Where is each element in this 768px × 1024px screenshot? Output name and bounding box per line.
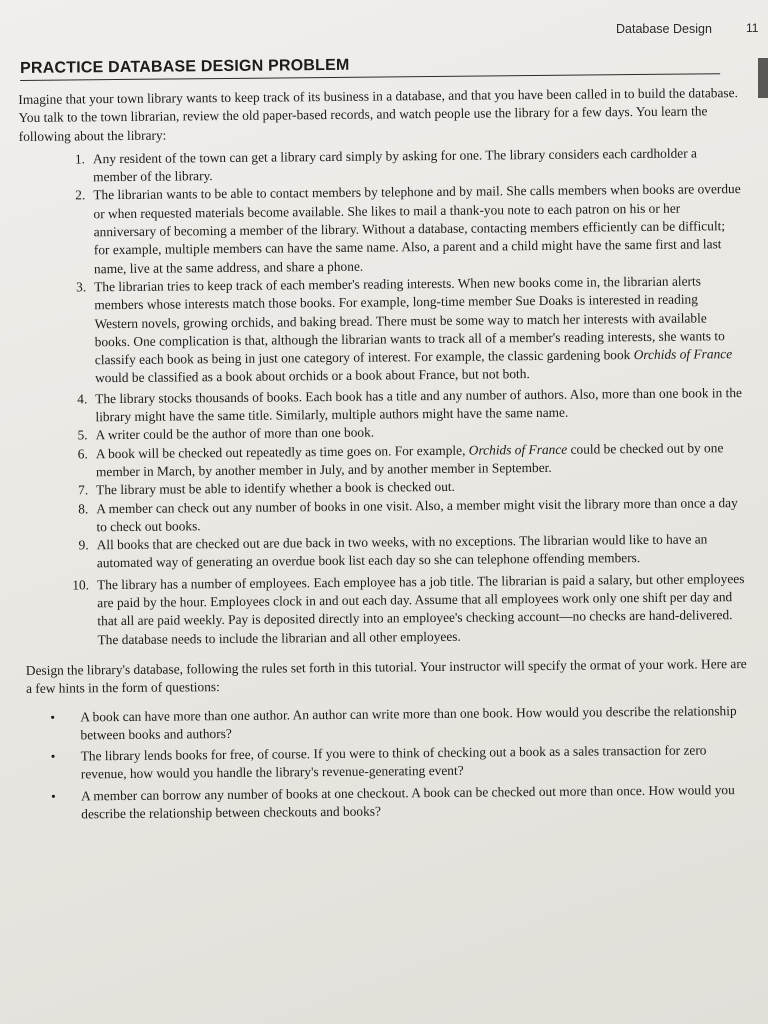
item-text: A member can check out any number of books in one visit. Also, a member might visit the library more than once a day to check out books. xyxy=(96,494,738,535)
item-number: 3. xyxy=(76,279,87,295)
item-text: The library stocks thousands of books. Each book has a title and any number of authors. Also, more than one book in the library might have the same title. Similarly, multiple authors might have the same name. xyxy=(95,384,743,425)
design-instructions: Design the library's database, following the rules set forth in this tutorial. Your instructor will specify the ormat of your work. Here are a few hints in the form of questions: xyxy=(25,655,747,697)
item-number: 4. xyxy=(77,391,88,407)
item-number: 6. xyxy=(77,445,88,462)
page-number: 11 xyxy=(746,21,759,35)
requirements-list xyxy=(17,144,748,650)
item-text: The library has a number of employees. Each employee has a job title. The librarian is paid a salary, but other employees are paid by the hour. Employees clock in and out each day. Assume that all employees work only one shift per day and that all are paid weekly. Pay is deposited directly into an employee's checking account—no checks are hand-delivered. The database needs to include the librarian and all other employees. xyxy=(96,570,745,647)
list-item xyxy=(17,181,744,279)
item-text: A book will be checked out repeatedly as time goes on. For example, xyxy=(95,442,469,461)
hints-list xyxy=(22,702,749,825)
bullet-dot: • xyxy=(50,788,56,804)
item-text-continued: could be checked out by one member in March, by another member in July, and by another member in September. xyxy=(95,439,724,480)
hint-text: A member can borrow any number of books at one checkout. A book can be checked out more than once. How would you describe the relationship between checkouts and books? xyxy=(80,781,735,822)
list-item xyxy=(21,530,747,574)
item-text: A writer could be the author of more than one book. xyxy=(95,424,375,443)
hint-item xyxy=(23,741,749,785)
bullet-dot: • xyxy=(50,748,56,764)
hint-item xyxy=(22,702,748,746)
hint-item xyxy=(23,781,749,825)
item-number: 2. xyxy=(75,187,86,203)
item-text: The librarian wants to be able to contact members by telephone and by mail. She calls members when books are overdue or when requested materials become available. She likes to mail a thank-you note to each patron on his or her anniversary of becoming a member of the library. Without a database, contacting members efficiently can be difficult; for example, multiple members can have the same name. Also, a parent and a child might have the same first and last name, live at the same address, and share a phone. xyxy=(93,181,741,276)
book-title-italic: Orchids of France xyxy=(468,441,568,458)
hint-text: The library lends books for free, of course. If you were to think of checking out a book as a sales transaction for zero revenue, how would you handle the library's revenue-generating event? xyxy=(80,742,707,782)
list-item xyxy=(18,272,745,389)
item-number: 9. xyxy=(78,537,89,553)
section-title: PRACTICE DATABASE DESIGN PROBLEM xyxy=(20,53,720,81)
content-area xyxy=(16,53,749,827)
page-edge-tab xyxy=(758,58,768,98)
item-text: The library must be able to identify whether a book is checked out. xyxy=(96,479,456,498)
item-number: 10. xyxy=(72,577,90,593)
book-title-italic: Orchids of France xyxy=(633,346,733,363)
intro-paragraph: Imagine that your town library wants to keep track of its business in a database, and that you have been called in to build the database. You talk to the town librarian, review the old paper-based records, and watch people use the library for a few days. You learn the following about the library: xyxy=(18,85,738,144)
item-text-continued: would be classified as a book about orchids or a book about France, but not both. xyxy=(94,366,530,386)
bullet-dot: • xyxy=(50,709,56,725)
item-number: 7. xyxy=(78,482,89,498)
list-item xyxy=(21,570,748,650)
item-number: 8. xyxy=(78,500,89,516)
item-number: 1. xyxy=(74,151,86,167)
item-number: 5. xyxy=(77,427,88,443)
item-text: All books that are checked out are due back in two weeks, with no exceptions. The librarian would like to have an automated way of generating an overdue book list each day so she can telephone offending members. xyxy=(96,531,708,571)
hint-text: A book can have more than one author. An author can write more than one book. How would you describe the relationship between books and authors? xyxy=(80,702,737,743)
running-head: Database Design xyxy=(616,22,712,36)
item-text: Any resident of the town can get a library card simply by asking for one. The library considers each cardholder a member of the library. xyxy=(92,145,697,185)
item-text: The librarian tries to keep track of each member's reading interests. When new books come in, the librarian alerts members whose interests match those books. For example, long-time member Sue Doaks is interested in reading Western novels, growing orchids, and baking bread. There must be some way to match her interests with available books. One complication is that, although the librarian wants to track all of a member's reading interests, she wants to classify each book as being in just one category of interest. For example, the classic gardening book xyxy=(94,273,725,368)
